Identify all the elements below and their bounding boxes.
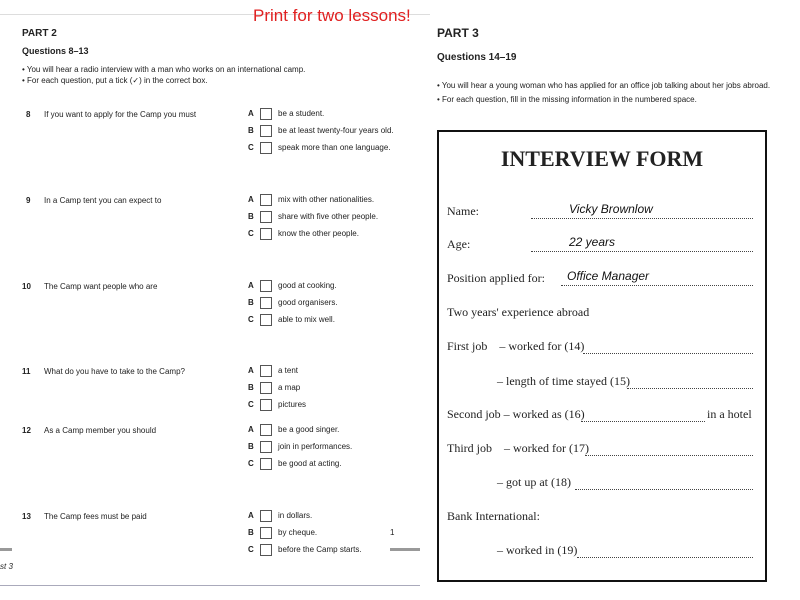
option-letter: C bbox=[248, 459, 254, 469]
option-text: join in performances. bbox=[278, 442, 353, 452]
tick-box[interactable] bbox=[260, 211, 272, 223]
tick-box[interactable] bbox=[260, 280, 272, 292]
answer-19-field[interactable] bbox=[577, 543, 753, 558]
option-letter: C bbox=[248, 143, 254, 153]
option-letter: A bbox=[248, 425, 254, 435]
part-title: PART 3 bbox=[437, 26, 479, 40]
third-job-label: Third job – worked for (17) bbox=[447, 441, 589, 455]
tick-box[interactable] bbox=[260, 365, 272, 377]
divider bbox=[0, 548, 12, 551]
tick-box[interactable] bbox=[260, 510, 272, 522]
instruction: • You will hear a radio interview with a man who works on an international camp. bbox=[22, 65, 306, 74]
page-number: 1 bbox=[390, 528, 395, 537]
option-letter: B bbox=[248, 383, 254, 393]
option-letter: C bbox=[248, 315, 254, 325]
tick-box[interactable] bbox=[260, 399, 272, 411]
question-text: As a Camp member you should bbox=[44, 426, 157, 435]
option-text: be at least twenty-four years old. bbox=[278, 126, 394, 136]
option-letter: B bbox=[248, 528, 254, 538]
answer-option[interactable] bbox=[248, 365, 298, 377]
option-letter: B bbox=[248, 126, 254, 136]
question-text: The Camp fees must be paid bbox=[44, 512, 147, 521]
questions-label: Questions 8–13 bbox=[22, 46, 89, 56]
question-text: If you want to apply for the Camp you must bbox=[44, 110, 197, 119]
option-letter: A bbox=[248, 195, 254, 205]
name-value: Vicky Brownlow bbox=[569, 202, 653, 216]
question-number: 9 bbox=[26, 196, 31, 205]
questions-label: Questions 14–19 bbox=[437, 52, 517, 63]
option-letter: A bbox=[248, 511, 254, 521]
experience-heading: Two years' experience abroad bbox=[447, 305, 590, 319]
answer-16-field[interactable] bbox=[581, 407, 705, 422]
answer-option[interactable] bbox=[248, 424, 339, 436]
option-letter: B bbox=[248, 442, 254, 452]
answer-option[interactable] bbox=[248, 458, 342, 470]
divider bbox=[0, 585, 420, 586]
instruction: • You will hear a young woman who has applied for an office job talking about her jobs abroad. bbox=[437, 81, 771, 90]
option-text: a tent bbox=[278, 366, 299, 376]
answer-option[interactable] bbox=[248, 142, 391, 154]
answer-17-field[interactable] bbox=[585, 441, 753, 456]
age-field[interactable] bbox=[531, 237, 753, 252]
answer-option[interactable] bbox=[248, 382, 300, 394]
answer-option[interactable] bbox=[248, 280, 337, 292]
answer-14-field[interactable] bbox=[583, 339, 753, 354]
option-text: know the other people. bbox=[278, 229, 359, 239]
tick-box[interactable] bbox=[260, 441, 272, 453]
part-title: PART 2 bbox=[22, 28, 57, 39]
option-text: mix with other nationalities. bbox=[278, 195, 375, 205]
position-field[interactable] bbox=[561, 271, 753, 286]
tick-box[interactable] bbox=[260, 228, 272, 240]
worked-in-label: – worked in (19) bbox=[497, 543, 578, 557]
name-label: Name: bbox=[447, 204, 479, 218]
tick-box[interactable] bbox=[260, 297, 272, 309]
question-number: 11 bbox=[22, 367, 31, 376]
question-text: In a Camp tent you can expect to bbox=[44, 196, 162, 205]
question-number: 8 bbox=[26, 110, 31, 119]
option-letter: A bbox=[248, 366, 254, 376]
option-text: be a good singer. bbox=[278, 425, 340, 435]
interview-form bbox=[437, 130, 767, 582]
option-letter: C bbox=[248, 229, 254, 239]
answer-option[interactable] bbox=[248, 228, 359, 240]
answer-option[interactable] bbox=[248, 314, 335, 326]
answer-option[interactable] bbox=[248, 399, 306, 411]
answer-option[interactable] bbox=[248, 527, 317, 539]
question-number: 12 bbox=[22, 426, 31, 435]
answer-option[interactable] bbox=[248, 125, 394, 137]
answer-option[interactable] bbox=[248, 194, 374, 206]
divider bbox=[390, 548, 420, 551]
answer-option[interactable] bbox=[248, 297, 338, 309]
bank-label: Bank International: bbox=[447, 509, 540, 523]
option-letter: A bbox=[248, 281, 254, 291]
option-text: a map bbox=[278, 383, 301, 393]
option-letter: C bbox=[248, 400, 254, 410]
option-text: share with five other people. bbox=[278, 212, 379, 222]
tick-box[interactable] bbox=[260, 194, 272, 206]
question-number: 10 bbox=[22, 282, 31, 291]
tick-box[interactable] bbox=[260, 382, 272, 394]
option-letter: B bbox=[248, 212, 254, 222]
option-text: be a student. bbox=[278, 109, 325, 119]
tick-box[interactable] bbox=[260, 424, 272, 436]
tick-box[interactable] bbox=[260, 142, 272, 154]
option-letter: B bbox=[248, 298, 254, 308]
answer-15-field[interactable] bbox=[627, 374, 753, 389]
instruction: • For each question, put a tick (✓) in the correct box. bbox=[22, 76, 208, 85]
position-label: Position applied for: bbox=[447, 271, 545, 285]
answer-option[interactable] bbox=[248, 441, 352, 453]
second-job-suffix: in a hotel bbox=[707, 407, 752, 421]
option-text: pictures bbox=[278, 400, 307, 410]
question-text: What do you have to take to the Camp? bbox=[44, 367, 185, 376]
answer-option[interactable] bbox=[248, 544, 362, 556]
option-text: good organisers. bbox=[278, 298, 338, 308]
tick-box[interactable] bbox=[260, 314, 272, 326]
option-text: by cheque. bbox=[278, 528, 318, 538]
got-up-label: – got up at (18) bbox=[497, 475, 571, 489]
tick-box[interactable] bbox=[260, 125, 272, 137]
question-text: The Camp want people who are bbox=[44, 282, 158, 291]
option-text: in dollars. bbox=[278, 511, 313, 521]
answer-option[interactable] bbox=[248, 510, 312, 522]
age-value: 22 years bbox=[569, 235, 616, 249]
answer-18-field[interactable] bbox=[575, 475, 753, 490]
option-text: good at cooking. bbox=[278, 281, 337, 291]
tick-box[interactable] bbox=[260, 108, 272, 120]
length-label: – length of time stayed (15) bbox=[497, 374, 630, 388]
print-note: Print for two lessons! bbox=[253, 6, 411, 25]
answer-option[interactable] bbox=[248, 108, 324, 120]
option-letter: C bbox=[248, 545, 254, 555]
option-text: able to mix well. bbox=[278, 315, 335, 325]
question-number: 13 bbox=[22, 512, 31, 521]
form-title: INTERVIEW FORM bbox=[500, 146, 704, 171]
instruction: • For each question, fill in the missing information in the numbered space. bbox=[437, 95, 697, 104]
age-label: Age: bbox=[447, 237, 471, 251]
second-job-label: Second job – worked as (16) bbox=[447, 407, 585, 421]
option-text: speak more than one language. bbox=[278, 143, 391, 153]
tick-box[interactable] bbox=[260, 458, 272, 470]
answer-option[interactable] bbox=[248, 211, 378, 223]
tick-box[interactable] bbox=[260, 544, 272, 556]
position-value: Office Manager bbox=[567, 269, 650, 283]
footer: st 3 bbox=[0, 562, 13, 571]
option-text: be good at acting. bbox=[278, 459, 342, 469]
option-letter: A bbox=[248, 109, 254, 119]
option-text: before the Camp starts. bbox=[278, 545, 362, 555]
tick-box[interactable] bbox=[260, 527, 272, 539]
name-field[interactable] bbox=[531, 204, 753, 219]
first-job-label: First job – worked for (14) bbox=[447, 339, 585, 353]
